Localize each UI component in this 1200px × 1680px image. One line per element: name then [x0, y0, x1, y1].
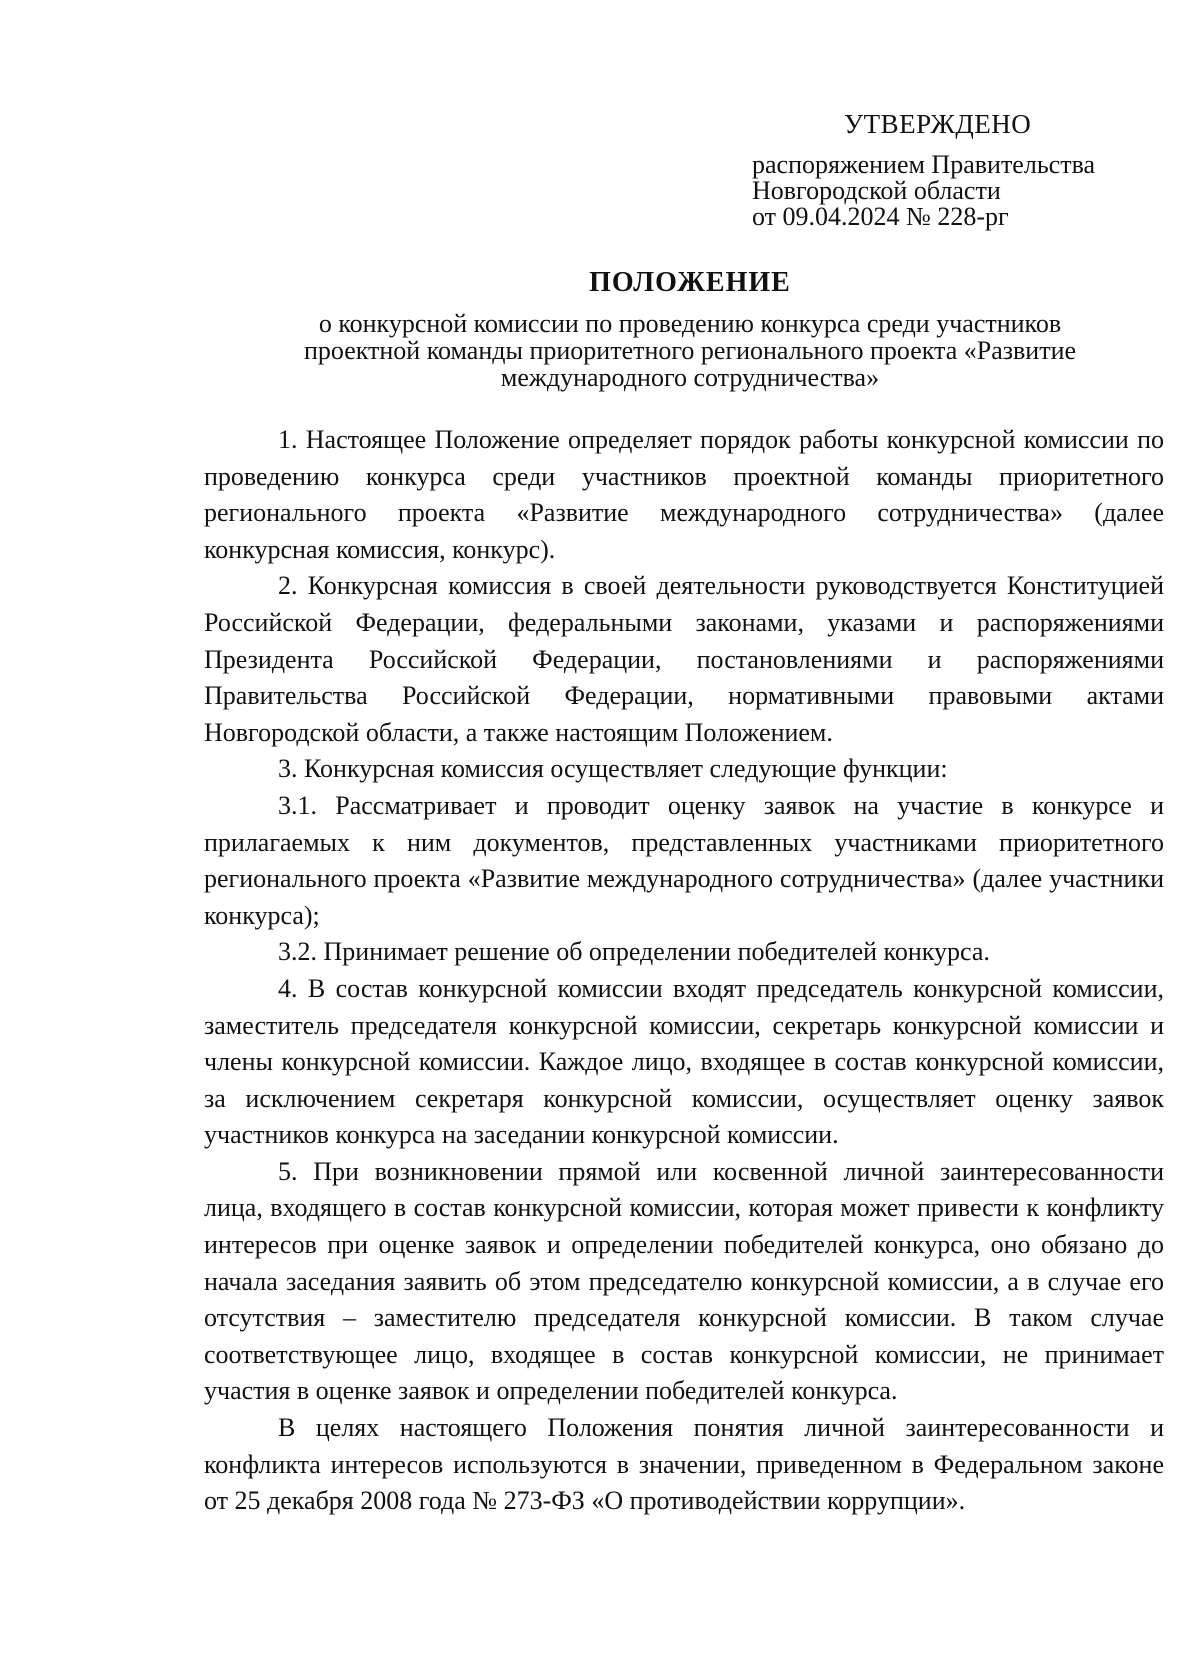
- paragraph-4: 4. В состав конкурсной комиссии входят председатель конкурсной комиссии, заместитель председателя конкурсной комиссии, секретарь конкурсной комиссии и члены конкурсной комиссии. Каждое лицо, входящее в состав конкурсной комиссии, за исключением секретаря конкурсной комиссии, осуществляет оценку заявок участников конкурса на заседании конкурсной комиссии.: [204, 973, 1164, 1150]
- approval-title: УТВЕРЖДЕНО: [844, 109, 1032, 139]
- paragraph-2: 2. Конкурсная комиссия в своей деятельности руководствуется Конституцией Российской Федерации, федеральными законами, указами и распоряжениями Президента Российской Федерации, постановлениями и распоряжениями Правительства Российской Федерации, нормативными правовыми актами Новгородской области, а также настоящим Положением.: [204, 571, 1164, 747]
- approval-issuer-line: распоряжением Правительства: [752, 150, 1096, 179]
- approval-stamp-block: [752, 108, 1152, 230]
- approval-date-number-line: от 09.04.2024 № 228-рг: [752, 202, 1009, 231]
- paragraph-5: 5. При возникновении прямой или косвенной личной заинтересованности лица, входящего в состав конкурсной комиссии, которая может привести к конфликту интересов при оценке заявок и определении победителей конкурса, оно обязано до начала заседания заявить об этом председателю конкурсной комиссии, а в случае его отсутствия – заместителю председателя конкурсной комиссии. В таком случае соответствующее лицо, входящее в состав конкурсной комиссии, не принимает участия в оценке заявок и определении победителей конкурса.: [204, 1156, 1164, 1406]
- document-subtitle-line-1: о конкурсной комиссии по проведению конкурса среди участников: [318, 309, 1062, 338]
- document-body: [204, 422, 1164, 1520]
- paragraph-3-1: 3.1. Рассматривает и проводит оценку заявок на участие в конкурсе и прилагаемых к ним документов, представленных участниками приоритетного регионального проекта «Развитие международного сотрудничества» (далее участники конкурса);: [204, 790, 1164, 930]
- document-subtitle-line-3: международного сотрудничества»: [500, 363, 880, 392]
- paragraph-5-definition: В целях настоящего Положения понятия личной заинтересованности и конфликта интересов используются в значении, приведенном в Федеральном законе от 25 декабря 2008 года № 273-ФЗ «О противодействии коррупции».: [204, 1413, 1164, 1516]
- paragraph-3: 3. Конкурсная комиссия осуществляет следующие функции:: [278, 754, 948, 784]
- document-subtitle-line-2: проектной команды приоритетного регионального проекта «Развитие: [303, 336, 1077, 365]
- approval-region-line: Новгородской области: [752, 176, 1001, 205]
- document-heading: [200, 266, 1180, 391]
- paragraph-3-2: 3.2. Принимает решение об определении победителей конкурса.: [278, 937, 990, 967]
- paragraph-1: 1. Настоящее Положение определяет порядок работы конкурсной комиссии по проведению конкурса среди участников проектной команды приоритетного регионального проекта «Развитие международного сотрудничества» (далее конкурсная комиссия, конкурс).: [204, 425, 1164, 564]
- document-title: ПОЛОЖЕНИЕ: [589, 267, 791, 298]
